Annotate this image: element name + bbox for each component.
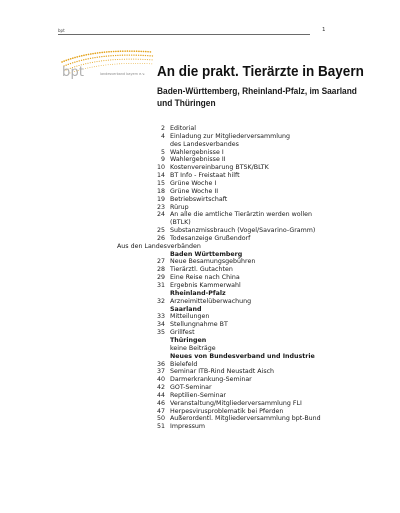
header-rule	[58, 34, 310, 35]
toc-page-number: 26	[156, 234, 165, 242]
toc-entry-title: BT Info - Freistaat hilft	[170, 172, 240, 180]
toc-entry	[0, 243, 400, 251]
toc-entry-title: Herpesvirusproblematik bei Pferden	[170, 407, 284, 415]
toc-entry-title: Mitteilungen	[170, 313, 210, 321]
toc-entry	[0, 258, 400, 266]
toc-page-number: 27	[156, 258, 165, 266]
toc-entry-title: Rürup	[170, 203, 189, 211]
toc-entry	[0, 156, 400, 164]
toc-entry	[0, 133, 400, 141]
toc-entry-title: Betriebswirtschaft	[170, 195, 228, 203]
toc-entry	[0, 227, 400, 235]
toc-section-heading: Neues von Bundesverband und Industrie	[170, 352, 315, 360]
toc-entry	[0, 188, 400, 196]
toc-entry-title: Grillfest	[170, 329, 195, 337]
toc-entry	[0, 219, 400, 227]
toc-entry	[0, 361, 400, 369]
toc-entry-title: Grüne Woche II	[170, 187, 219, 195]
toc-entry-title: Tierärztl. Gutachten	[170, 266, 233, 274]
toc-page-number: 10	[156, 164, 165, 172]
toc-entry	[0, 368, 400, 376]
toc-entry-title: Neue Besamungsgebühren	[170, 258, 256, 266]
toc-page-number: 33	[156, 313, 165, 321]
toc-entry	[0, 204, 400, 212]
toc-entry-title: Editorial	[170, 125, 196, 132]
toc-entry	[0, 141, 400, 149]
subtitle-line: Baden-Württemberg, Rheinland-Pfalz, im Saarland	[157, 86, 357, 96]
toc-page-number: 31	[156, 282, 165, 289]
toc-page-number: 15	[156, 179, 165, 187]
toc-page-number: 50	[156, 415, 165, 423]
toc-entry	[0, 321, 400, 329]
toc-page-number: 42	[156, 384, 165, 392]
toc-entry-title: Veranstaltung/Mitgliederversammlung FLI	[170, 399, 302, 407]
toc-entry-title: Eine Reise nach China	[170, 274, 240, 282]
toc-entry	[0, 196, 400, 204]
toc-section-heading: Thüringen	[170, 336, 207, 344]
toc-page-number: 9	[160, 156, 165, 164]
toc-entry-title: Wahlergebnisse II	[170, 156, 226, 164]
toc-entry	[0, 306, 400, 314]
toc-page-number: 4	[160, 132, 165, 140]
toc-entry	[0, 274, 400, 282]
toc-entry-title: Ergebnis Kammerwahl	[170, 282, 241, 289]
toc-page-number: 40	[156, 376, 165, 384]
document-subtitle	[157, 85, 382, 109]
toc-entry-title: Grüne Woche I	[170, 179, 217, 187]
toc-entry	[0, 353, 400, 361]
toc-entry	[0, 251, 400, 259]
toc-entry-title: Bielefeld	[170, 360, 198, 368]
toc-page-number: 29	[156, 274, 165, 282]
toc-entry	[0, 408, 400, 416]
toc-entry-title: Aus den Landesverbänden	[117, 242, 201, 250]
toc-entry-title: des Landesverbandes	[170, 140, 239, 148]
toc-entry	[0, 384, 400, 392]
toc-entry-title: Substanzmissbrauch (Vogel/Savarino-Gramm)	[170, 227, 316, 235]
toc-page-number: 51	[156, 423, 165, 431]
toc-entry	[0, 423, 400, 431]
toc-entry	[0, 180, 400, 188]
toc-section-heading: Rheinland-Pfalz	[170, 289, 226, 297]
toc-page-number: 36	[156, 360, 165, 368]
toc-entry-title: (BTLK)	[170, 219, 191, 227]
toc-entry-title: Impressum	[170, 423, 205, 431]
toc-entry	[0, 282, 400, 290]
toc-entry-title: Reptilien-Seminar	[170, 391, 227, 399]
toc-entry	[0, 392, 400, 400]
toc-entry	[0, 211, 400, 219]
toc-page-number: 25	[156, 227, 165, 235]
toc-entry	[0, 337, 400, 345]
toc-entry	[0, 172, 400, 180]
toc-entry	[0, 345, 400, 353]
toc-entry-title: Darmerkrankung-Seminar	[170, 376, 252, 384]
toc-page-number: 35	[156, 329, 165, 337]
toc-section-heading: Saarland	[170, 305, 202, 313]
toc-page-number: 46	[156, 399, 165, 407]
logo-wordmark: bpt	[62, 65, 85, 80]
document-title: An die prakt. Tierärzte in Bayern	[157, 63, 364, 80]
toc-entry	[0, 313, 400, 321]
toc-page-number: 34	[156, 321, 165, 329]
toc-page-number: 19	[156, 195, 165, 203]
toc-entry	[0, 235, 400, 243]
toc-page-number: 28	[156, 266, 165, 274]
toc-entry-title: GOT-Seminar	[170, 384, 212, 392]
toc-entry-title: Stellungnahme BT	[170, 321, 228, 329]
toc-entry-title: An alle die amtliche Tierärztin werden wollen	[170, 211, 313, 219]
toc-entry	[0, 415, 400, 423]
toc-page-number: 44	[156, 391, 165, 399]
toc-page-number: 2	[160, 125, 165, 132]
toc-entry	[0, 266, 400, 274]
toc-entry	[0, 125, 400, 133]
toc-page-number: 24	[156, 211, 165, 219]
toc-page-number: 5	[160, 148, 165, 156]
toc-entry-title: Wahlergebnisse I	[170, 148, 224, 156]
toc-entry-title: Arzneimittelüberwachung	[170, 297, 252, 305]
toc-entry	[0, 149, 400, 157]
toc-entry	[0, 329, 400, 337]
toc-entry	[0, 376, 400, 384]
toc-entry	[0, 400, 400, 408]
toc-page-number: 14	[156, 172, 165, 180]
toc-entry-title: keine Beiträge	[170, 344, 216, 352]
page-number: 1	[322, 27, 326, 33]
toc-entry	[0, 290, 400, 298]
toc-page-number: 47	[156, 407, 165, 415]
toc-entry	[0, 164, 400, 172]
logo-subtitle: landesverband bayern e.v.	[100, 72, 146, 76]
toc-entry-title: Einladung zur Mitgliederversammlung	[170, 132, 290, 140]
toc-entry-title: Seminar ITB-Rind Neustadt Aisch	[170, 368, 275, 376]
running-header-label: bpt	[58, 28, 65, 33]
toc-page-number: 32	[156, 297, 165, 305]
toc-entry-title: Außerordentl. Mitgliederversammlung bpt-Bund	[170, 415, 321, 423]
toc-entry-title: Todesanzeige Grußendorf	[170, 234, 251, 242]
toc-page-number: 23	[156, 203, 165, 211]
toc-entry-title: Kostenvereinbarung BTSK/BLTK	[170, 164, 269, 172]
toc-page-number: 18	[156, 187, 165, 195]
toc-entry	[0, 298, 400, 306]
toc-page-number: 37	[156, 368, 165, 376]
subtitle-line: und Thüringen	[157, 98, 216, 108]
toc-section-heading: Baden Württemberg	[170, 250, 243, 258]
